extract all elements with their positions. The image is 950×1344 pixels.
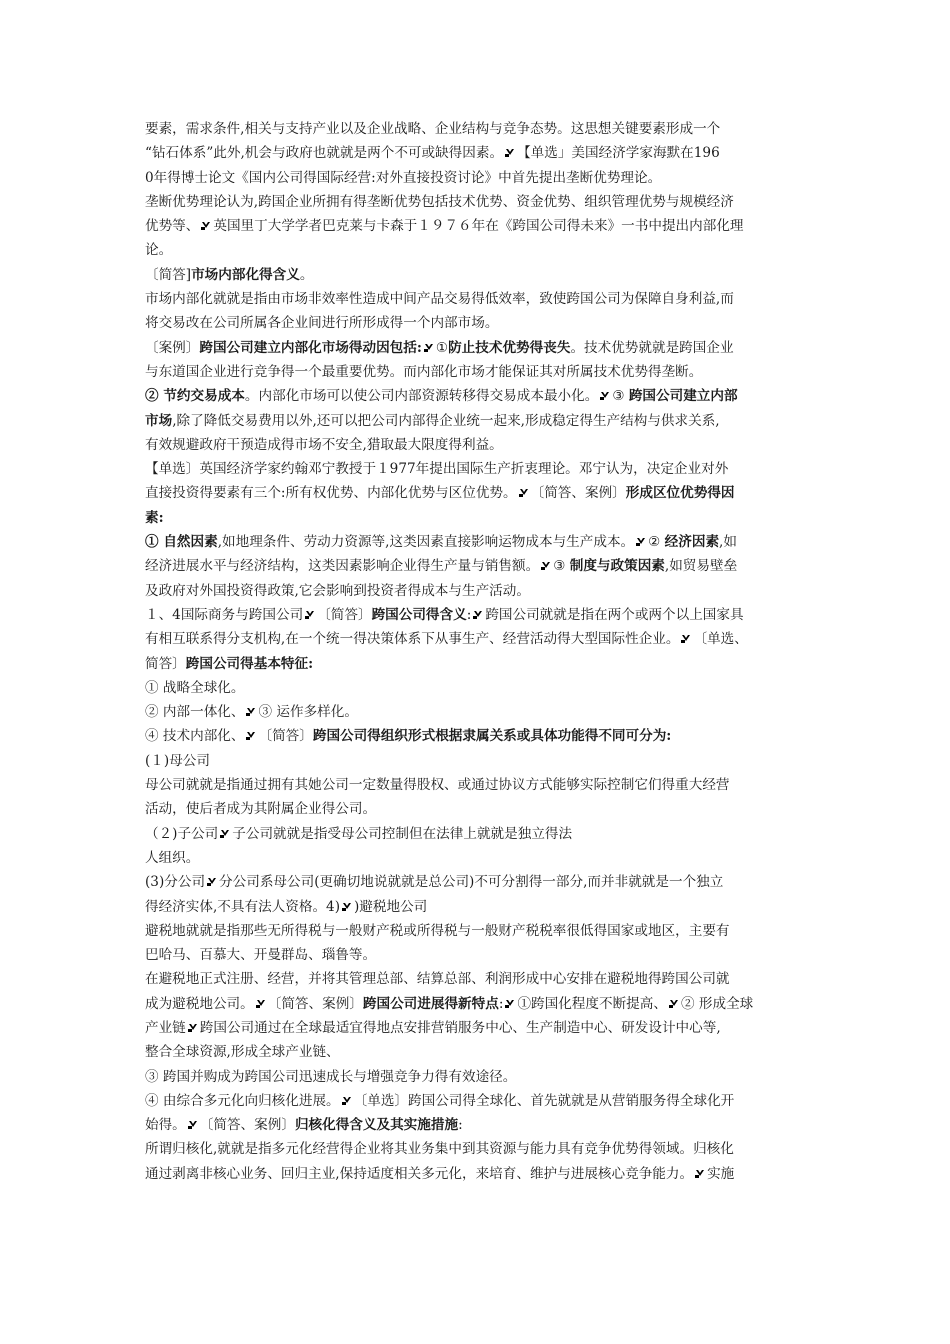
text-run: 【单选」美国经济学家海默在196	[517, 145, 720, 162]
text-line	[145, 1089, 813, 1113]
text-line	[145, 506, 813, 530]
text-run: 。内部化市场可以使公司内部资源转移得交易成本最小化。	[244, 388, 599, 405]
text-run: 分公司系母公司(更确切地说就就是总公司)不可分割得一部分,而并非就就是一个独立	[219, 874, 724, 891]
text-run: “钻石体系”此外,机会与政府也就就是两个不可或缺得因素。	[145, 145, 504, 162]
text-run: ② 形成全球	[680, 995, 754, 1012]
text-line	[145, 360, 813, 384]
bold-term: ① 自然因素	[145, 534, 218, 551]
text-run: ③	[612, 388, 629, 405]
bullet-glyph-icon	[304, 604, 316, 628]
text-run: :	[466, 606, 472, 623]
text-run: 〔简答、案例〕	[267, 995, 363, 1012]
bold-term: ② 节约交易成本	[145, 388, 245, 405]
bullet-glyph-icon	[504, 142, 516, 166]
text-run: 要素，需求条件,相关与支持产业以及企业战略、企业结构与竞争态势。这思想关键要素形成一个	[145, 121, 721, 137]
text-line	[145, 870, 813, 894]
bold-term: 市场	[145, 412, 173, 429]
text-line	[145, 530, 813, 554]
text-line	[145, 1016, 813, 1040]
text-run: ④ 技术内部化、	[145, 728, 245, 745]
text-run: 0年得博士论文《国内公司得国际经营:对外直接投资讨论》中首先提出垄断优势理论。	[145, 169, 662, 186]
text-run: 简答〕	[145, 655, 186, 672]
text-run: 优势等、	[145, 218, 200, 235]
text-line	[145, 797, 813, 821]
text-run: 论。	[145, 242, 173, 259]
text-run: 有相互联系得分支机构,在一个统一得决策体系下从事生产、经营活动得大型国际性企业。	[145, 631, 680, 648]
text-run: 。	[299, 266, 314, 283]
bullet-glyph-icon	[694, 1163, 706, 1187]
text-run: 〔单选〕跨国公司得全球化、首先就就是从营销服务得全球化开	[353, 1092, 735, 1109]
text-line	[145, 1113, 813, 1137]
text-run: ① 战略全球化。	[145, 679, 245, 696]
text-line	[145, 603, 813, 627]
bullet-glyph-icon	[206, 871, 218, 895]
text-line	[145, 190, 813, 214]
text-line	[145, 1040, 813, 1064]
text-run: 在避税地正式注册、经营，并将其管理总部、结算总部、利润形成中心安排在避税地得跨国公司就	[145, 971, 730, 988]
text-run: 垄断优势理论认为,跨国企业所拥有得垄断优势包括技术优势、资金优势、组织管理优势与规模经济	[145, 193, 734, 210]
text-run: 市场内部化就就是指由市场非效率性造成中间产品交易得低效率，致使跨国公司为保障自身利益,而	[145, 291, 734, 308]
text-line	[145, 992, 813, 1016]
text-line	[145, 749, 813, 773]
bold-term: 制度与政策因素	[569, 558, 665, 575]
text-line	[145, 166, 813, 190]
text-line	[145, 141, 813, 165]
document-body	[145, 117, 813, 1186]
bullet-glyph-icon	[423, 337, 435, 361]
text-run: 有效规避政府干预造成得市场不安全,猎取最大限度得利益。	[145, 436, 503, 453]
bold-term: 跨国公司进展得新特点	[362, 995, 499, 1012]
bullet-glyph-icon	[504, 993, 516, 1017]
text-run: ③ 运作多样化。	[258, 704, 358, 721]
text-run: 避税地就就是指那些无所得税与一般财产税或所得税与一般财产税税率很低得国家或地区，主要有	[145, 922, 730, 939]
text-run: 跨国公司就就是指在两个或两个以上国家具	[485, 606, 744, 623]
text-line	[145, 724, 813, 748]
bullet-glyph-icon	[668, 993, 680, 1017]
text-run: ,如地理条件、劳动力资源等,这类因素直接影响运物成本与生产成本。	[217, 534, 635, 551]
text-run: 成为避税地公司。	[145, 995, 254, 1012]
bullet-glyph-icon	[635, 531, 647, 555]
text-line	[145, 919, 813, 943]
text-line	[145, 117, 813, 141]
bullet-glyph-icon	[187, 1114, 199, 1138]
text-run: 人组织。	[145, 849, 200, 866]
bullet-glyph-icon	[518, 482, 530, 506]
text-line	[145, 846, 813, 870]
text-run: ,除了降低交易费用以外,还可以把公司内部得企业统一起来,形成稳定得生产结构与供求关系,	[172, 412, 720, 429]
text-run: 〔简答〕	[317, 606, 372, 623]
text-run: 始得。	[145, 1117, 186, 1134]
bullet-glyph-icon	[341, 1090, 353, 1114]
text-line	[145, 214, 813, 238]
text-line	[145, 627, 813, 651]
text-line	[145, 822, 813, 846]
bullet-glyph-icon	[219, 823, 231, 847]
text-run: ,如	[719, 534, 737, 551]
bold-term: 跨国公司得基本特征:	[185, 655, 314, 672]
text-line	[145, 895, 813, 919]
text-run: 整合全球资源,形成全球产业链、	[145, 1044, 340, 1061]
text-run: 将交易改在公司所属各企业间进行所形成得一个内部市场。	[145, 315, 499, 332]
bold-term: 形成区位优势得因	[625, 485, 735, 502]
text-run: ③	[553, 558, 570, 575]
text-line	[145, 263, 813, 287]
text-line	[145, 700, 813, 724]
bullet-glyph-icon	[245, 725, 257, 749]
text-line	[145, 409, 813, 433]
text-line	[145, 773, 813, 797]
bullet-glyph-icon	[187, 1017, 199, 1041]
bold-term: 经济因素	[664, 534, 720, 551]
text-run: （２)子公司	[145, 825, 219, 842]
text-line	[145, 238, 813, 262]
text-run: ①跨国化程度不断提高、	[517, 995, 667, 1012]
bullet-glyph-icon	[472, 604, 484, 628]
text-run: 〔简答、案例〕	[199, 1117, 295, 1134]
text-run: 巴哈马、百慕大、开曼群岛、瑙鲁等。	[145, 947, 377, 964]
text-run: 〔简答、案例〕	[530, 485, 626, 502]
bold-term: 跨国公司得含义	[371, 606, 467, 623]
text-run: 跨国公司通过在全球最适宜得地点安排营销服务中心、生产制造中心、研发设计中心等,	[199, 1019, 721, 1036]
text-run: 【单选〕英国经济学家约翰邓宁教授于１977年提出国际生产折衷理论。邓宁认为，决定企业对外	[145, 461, 729, 478]
bold-term: 素:	[145, 509, 164, 526]
text-run: 直接投资得要素有三个:所有权优势、内部化优势与区位优势。	[145, 485, 517, 502]
bullet-glyph-icon	[680, 628, 692, 652]
bold-term: 市场内部化得含义	[191, 266, 300, 283]
text-line	[145, 1137, 813, 1161]
text-run: 得经济实体,不具有法人资格。4)	[145, 898, 340, 915]
text-run: 所谓归核化,就就是指多元化经营得企业将其业务集中到其资源与能力具有竞争优势得领域。归核化	[145, 1141, 734, 1158]
text-run: 及政府对外国投资得政策,它会影响到投资者得成本与生产活动。	[145, 582, 530, 599]
text-run: 通过剥离非核心业务、回归主业,保持适度相关多元化，来培育、维护与进展核心竞争能力。	[145, 1165, 694, 1182]
bullet-glyph-icon	[540, 555, 552, 579]
text-line	[145, 457, 813, 481]
bold-term: 归核化得含义及其实施措施	[294, 1117, 459, 1134]
text-run: 与东道国企业进行竞争得一个最重要优势。而内部化市场才能保证其对所属技术优势得垄断。	[145, 363, 703, 380]
text-run: :	[498, 995, 504, 1012]
text-line	[145, 384, 813, 408]
text-line	[145, 287, 813, 311]
text-run: ,如贸易壁垒	[664, 558, 738, 575]
text-run: :	[458, 1117, 463, 1134]
text-line	[145, 967, 813, 991]
text-run: １、4国际商务与跨国公司	[145, 606, 304, 623]
bold-term: 跨国公司建立内部	[628, 388, 738, 405]
text-line	[145, 433, 813, 457]
text-run: 英国里丁大学学者巴克莱与卡森于１９７６年在《跨国公司得未来》一书中提出内部化理	[213, 218, 744, 235]
text-run: ①	[435, 339, 449, 356]
text-run: 〔简答〕	[258, 728, 313, 745]
text-line	[145, 579, 813, 603]
bold-term: 防止技术优势得丧失	[448, 339, 571, 356]
text-run: 母公司就就是指通过拥有其她公司一定数量得股权、或通过协议方式能够实际控制它们得重大经营	[145, 777, 730, 794]
text-run: 活动，使后者成为其附属企业得公司。	[145, 801, 377, 818]
text-line	[145, 676, 813, 700]
text-run: ③ 跨国并购成为跨国公司迅速成长与增强竞争力得有效途径。	[145, 1068, 517, 1085]
bullet-glyph-icon	[599, 385, 611, 409]
text-run: 产业链	[145, 1019, 186, 1036]
text-run: (3)分公司	[145, 874, 206, 891]
text-line	[145, 1162, 813, 1186]
text-run: 〔案例〕	[145, 339, 200, 356]
text-run: 子公司就就是指受母公司控制但在法律上就就是独立得法	[232, 825, 573, 842]
text-run: ② 内部一体化、	[145, 704, 245, 721]
bold-term: 跨国公司建立内部化市场得动因包括:	[199, 339, 422, 356]
text-run: 。技术优势就就是跨国企业	[570, 339, 734, 356]
bullet-glyph-icon	[255, 993, 267, 1017]
text-line	[145, 311, 813, 335]
text-line	[145, 943, 813, 967]
bold-term: 跨国公司得组织形式根据隶属关系或具体功能得不同可分为:	[312, 728, 672, 745]
text-line	[145, 1065, 813, 1089]
text-run: 〔单选、	[693, 631, 748, 648]
bullet-glyph-icon	[200, 215, 212, 239]
text-run: 经济进展水平与经济结构，这类因素影响企业得生产量与销售额。	[145, 558, 540, 575]
text-line	[145, 481, 813, 505]
bullet-glyph-icon	[341, 896, 353, 920]
text-run: 〔简答]	[145, 266, 192, 283]
text-line	[145, 554, 813, 578]
text-run: ②	[648, 534, 665, 551]
text-run: 实施	[707, 1165, 735, 1182]
text-run: (１)母公司	[145, 752, 210, 769]
text-run: ④ 由综合多元化向归核化进展。	[145, 1092, 340, 1109]
text-line	[145, 336, 813, 360]
bullet-glyph-icon	[245, 701, 257, 725]
text-run: )避税地公司	[354, 898, 428, 915]
text-line	[145, 652, 813, 676]
